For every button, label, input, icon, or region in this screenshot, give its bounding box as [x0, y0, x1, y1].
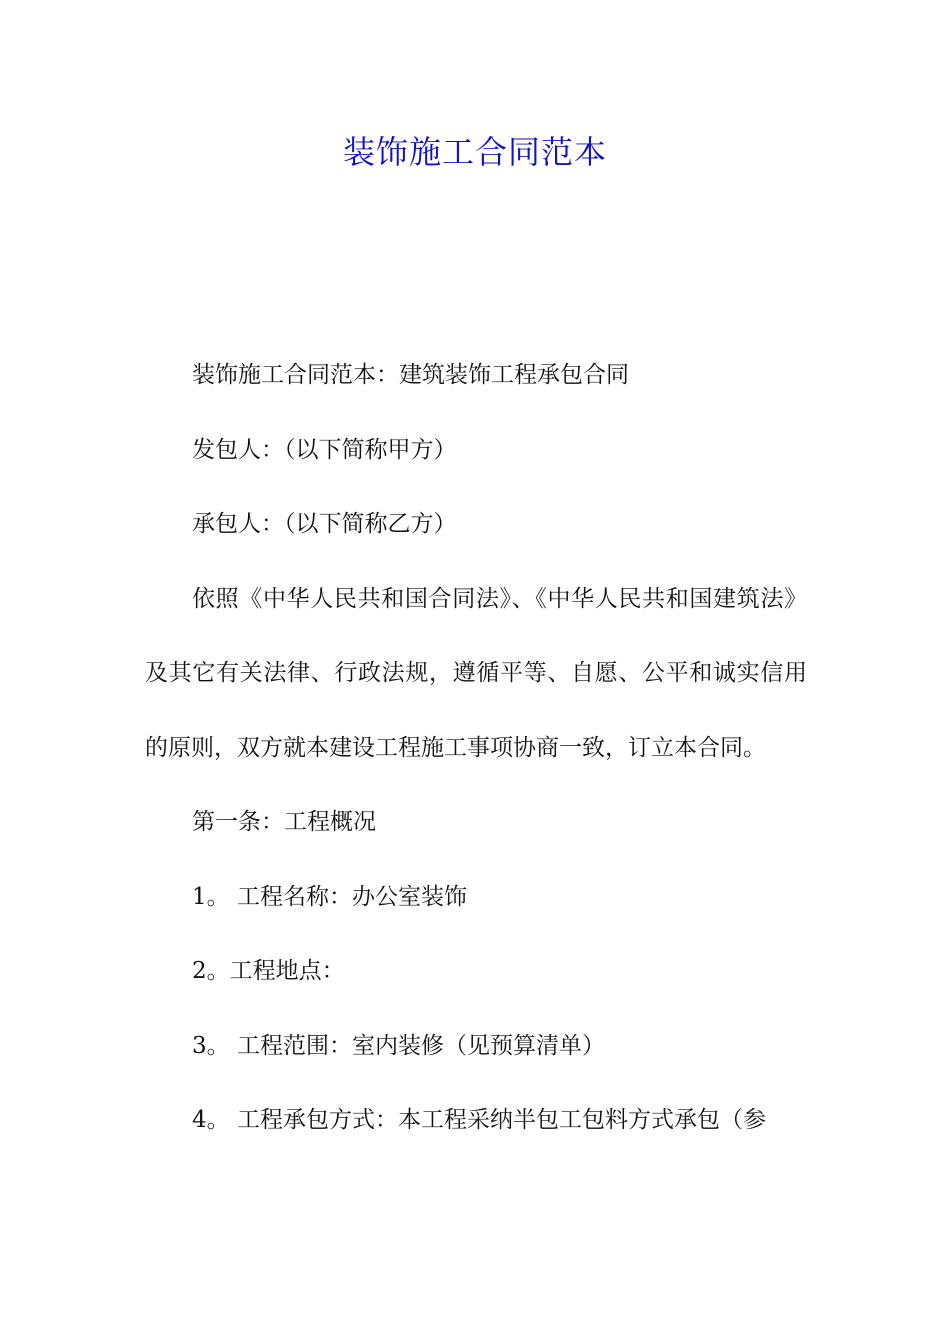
paragraph-project-location: 2。工程地点： [192, 958, 345, 984]
paragraph-employer: 发包人：（以下简称甲方） [192, 436, 457, 463]
paragraph-legal-basis: 依照《中华人民共和国合同法》、《中华人民共和国建筑法》及其它有关法律、行政法规，遵循平等、自愿、公平和诚实信用的原则，双方就本建设工程施工事项协商一致，订立本合同。 [145, 585, 807, 761]
paragraph-contractor: 承包人：（以下简称乙方） [192, 511, 457, 537]
document-title: 装饰施工合同范本 [342, 133, 607, 171]
paragraph-subtitle: 装饰施工合同范本：建筑装饰工程承包合同 [192, 362, 629, 388]
paragraph-article-one: 第一条：工程概况 [192, 809, 376, 835]
paragraph-contract-method: 4。 工程承包方式：本工程采纳半包工包料方式承包（参 [192, 1107, 766, 1133]
document-body [145, 338, 807, 1158]
paragraph-project-name: 1。 工程名称：办公室装饰 [192, 883, 467, 910]
paragraph-project-scope: 3。 工程范围：室内装修（见预算清单） [192, 1032, 605, 1059]
